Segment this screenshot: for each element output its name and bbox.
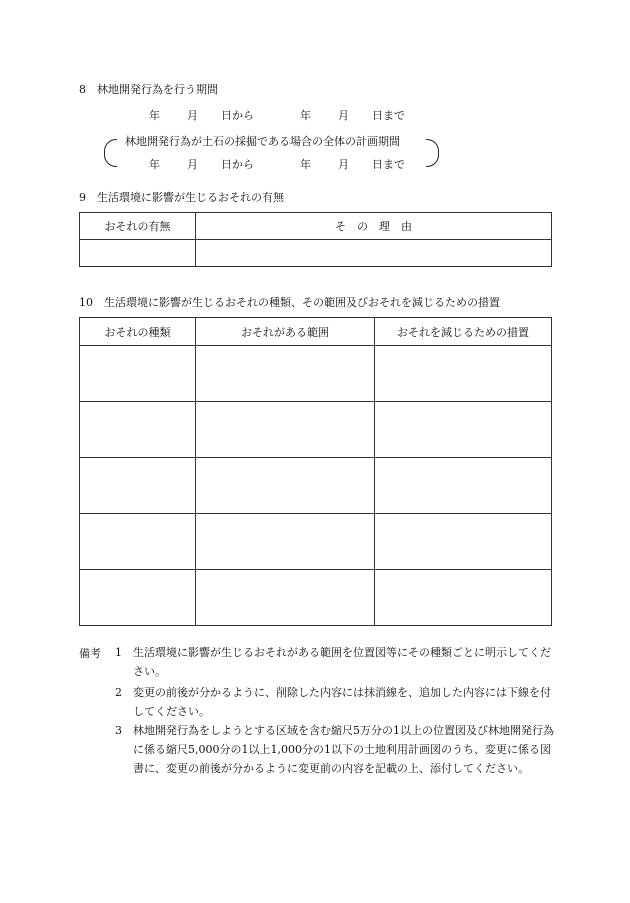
month-label: 月: [338, 109, 349, 122]
table-row: [80, 240, 552, 267]
section-8-title: 8 林地開発行為を行う期間: [79, 83, 218, 96]
risk-range-cell[interactable]: [196, 402, 375, 458]
year-label: 年: [149, 109, 160, 122]
note-number: 1: [115, 646, 122, 659]
year-label: 年: [149, 158, 160, 171]
year-label: 年: [300, 158, 311, 171]
notes-heading: 備考: [79, 647, 101, 660]
table-header-row: [80, 213, 552, 240]
until-label: 日まで: [372, 158, 405, 171]
from-label: 日から: [221, 109, 254, 122]
table-row: [80, 514, 552, 570]
risk-type-cell[interactable]: [80, 570, 196, 626]
table-header-row: [80, 318, 552, 346]
period-row: [0, 107, 630, 123]
risk-type-cell[interactable]: [80, 346, 196, 402]
note-text: 生活環境に影響が生じるおそれがある範囲を位置図等にその種類ごとに明示してください。: [133, 646, 551, 678]
mitigation-cell[interactable]: [375, 514, 552, 570]
note-number: 3: [115, 724, 122, 737]
mitigation-cell[interactable]: [375, 570, 552, 626]
risk-existence-cell[interactable]: [80, 240, 196, 267]
risk-type-cell[interactable]: [80, 514, 196, 570]
header-risk-range: おそれがある範囲: [196, 318, 375, 346]
reason-cell[interactable]: [196, 240, 552, 267]
risk-type-cell[interactable]: [80, 458, 196, 514]
note-item: [115, 683, 555, 721]
table-row: [80, 402, 552, 458]
section-9-title: 9 生活環境に影響が生じるおそれの有無: [79, 191, 284, 204]
until-label: 日まで: [372, 109, 405, 122]
note-item: [115, 643, 555, 681]
risk-range-cell[interactable]: [196, 458, 375, 514]
mitigation-cell[interactable]: [375, 458, 552, 514]
note-text: 林地開発行為をしようとする区域を含む縮尺5万分の1以上の位置図及び林地開発行為に係る縮尺5,000分の1以上1,000分の1以下の土地利用計画図のうち、変更に係る図書に、変更の前後が分かるように変更前の内容を記載の上、添付してください。: [133, 724, 554, 775]
risk-range-cell[interactable]: [196, 514, 375, 570]
risk-range-cell[interactable]: [196, 570, 375, 626]
section-10-title: 10 生活環境に影響が生じるおそれの種類、その範囲及びおそれを減じるための措置: [79, 296, 500, 309]
year-label: 年: [300, 109, 311, 122]
month-label: 月: [187, 158, 198, 171]
note-number: 2: [115, 686, 122, 699]
risk-type-cell[interactable]: [80, 402, 196, 458]
whole-period-row: [0, 156, 630, 172]
note-text: 変更の前後が分かるように、削除した内容には抹消線を、追加した内容には下線を付してください。: [133, 686, 551, 718]
risk-measures-table: [79, 317, 552, 626]
table-row: [80, 458, 552, 514]
table-row: [80, 346, 552, 402]
whole-period-note: 林地開発行為が土石の採掘である場合の全体の計画期間: [125, 135, 400, 148]
month-label: 月: [187, 109, 198, 122]
risk-range-cell[interactable]: [196, 346, 375, 402]
note-item: [115, 721, 555, 778]
month-label: 月: [338, 158, 349, 171]
table-row: [80, 570, 552, 626]
from-label: 日から: [221, 158, 254, 171]
header-risk-type: おそれの種類: [80, 318, 196, 346]
mitigation-cell[interactable]: [375, 402, 552, 458]
mitigation-cell[interactable]: [375, 346, 552, 402]
header-reason: そ の 理 由: [196, 213, 552, 240]
risk-existence-table: [79, 212, 552, 267]
header-risk-existence: おそれの有無: [80, 213, 196, 240]
header-mitigation: おそれを減じるための措置: [375, 318, 552, 346]
